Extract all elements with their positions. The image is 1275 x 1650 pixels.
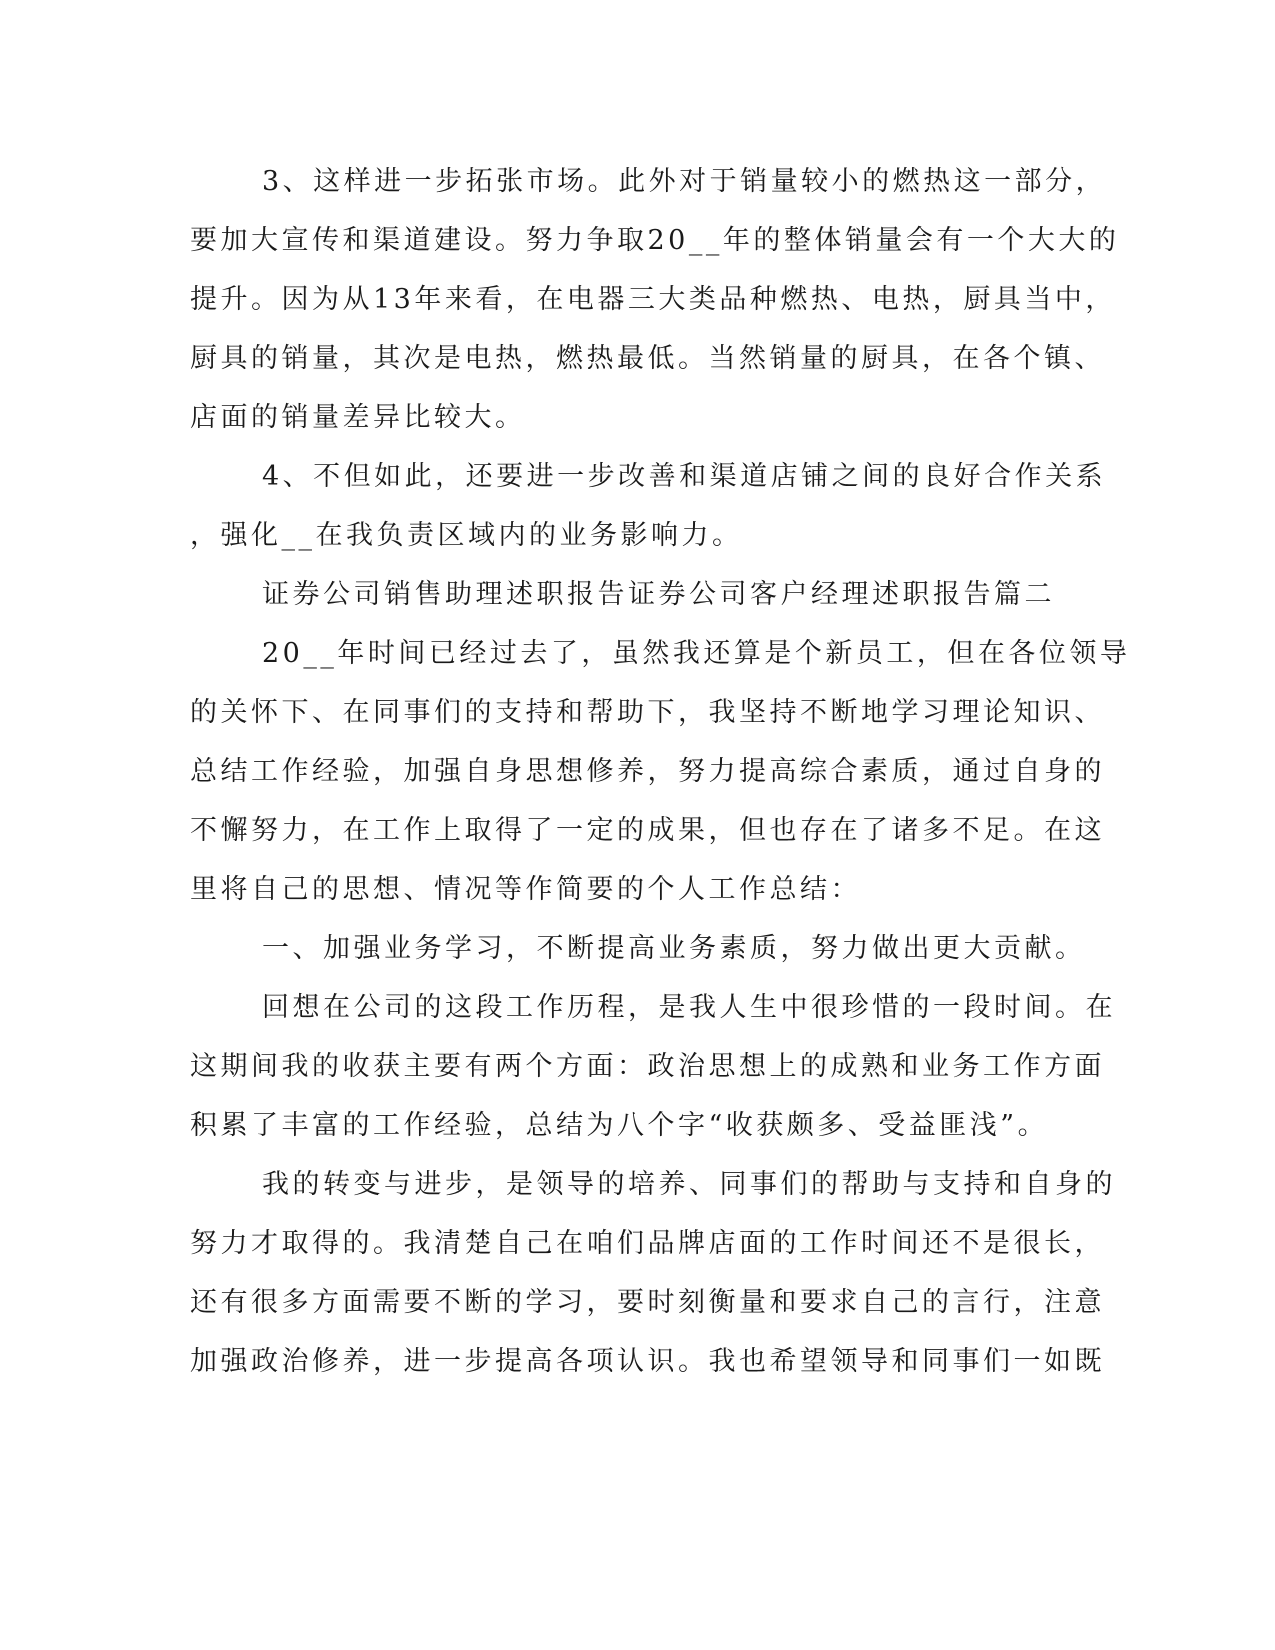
text-line: 总结工作经验，加强自身思想修养，努力提高综合素质，通过自身的 <box>190 756 1105 787</box>
text-line: 积累了丰富的工作经验，总结为八个字“收获颇多、受益匪浅”。 <box>190 1110 1049 1141</box>
text-line: 4、不但如此，还要进一步改善和渠道店铺之间的良好合作关系 <box>262 461 1107 492</box>
text-line: 这期间我的收获主要有两个方面：政治思想上的成熟和业务工作方面 <box>190 1051 1105 1082</box>
text-line: 不懈努力，在工作上取得了一定的成果，但也存在了诸多不足。在这 <box>190 815 1105 846</box>
section-heading: 一、加强业务学习，不断提高业务素质，努力做出更大贡献。 <box>262 933 1086 964</box>
text-line: 我的转变与进步，是领导的培养、同事们的帮助与支持和自身的 <box>262 1169 1116 1200</box>
text-line: 提升。因为从13年来看，在电器三大类品种燃热、电热，厨具当中， <box>190 284 1116 315</box>
text-line: ，强化__在我负责区域内的业务影响力。 <box>190 520 743 551</box>
text-line: 还有很多方面需要不断的学习，要时刻衡量和要求自己的言行，注意 <box>190 1287 1105 1318</box>
text-line: 加强政治修养，进一步提高各项认识。我也希望领导和同事们一如既 <box>190 1346 1105 1377</box>
text-line: 回想在公司的这段工作历程，是我人生中很珍惜的一段时间。在 <box>262 992 1116 1023</box>
text-line: 厨具的销量，其次是电热，燃热最低。当然销量的厨具，在各个镇、 <box>190 343 1105 374</box>
text-line: 里将自己的思想、情况等作简要的个人工作总结： <box>190 874 861 905</box>
text-line: 努力才取得的。我清楚自己在咱们品牌店面的工作时间还不是很长， <box>190 1228 1105 1259</box>
text-line: 的关怀下、在同事们的支持和帮助下，我坚持不断地学习理论知识、 <box>190 697 1105 728</box>
text-line: 店面的销量差异比较大。 <box>190 402 526 433</box>
text-line: 要加大宣传和渠道建设。努力争取20__年的整体销量会有一个大大的 <box>190 225 1120 256</box>
text-line: 3、这样进一步拓张市场。此外对于销量较小的燃热这一部分， <box>262 166 1107 197</box>
text-line: 20__年时间已经过去了，虽然我还算是个新员工，但在各位领导 <box>262 638 1131 669</box>
section-heading: 证券公司销售助理述职报告证券公司客户经理述职报告篇二 <box>262 579 1055 610</box>
